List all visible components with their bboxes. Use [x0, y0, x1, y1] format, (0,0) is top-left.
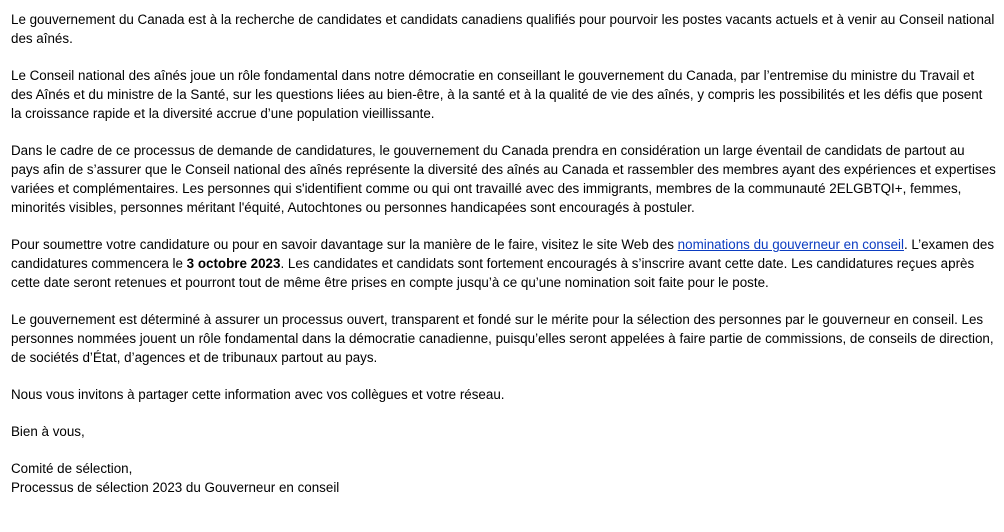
paragraph-diversity: Dans le cadre de ce processus de demande de candidatures, le gouvernement du Canada prendra en considération un large éventail de candidats de partout au pays afin de s’assurer que le Conseil national des aînés représente la diversité des aînés au Canada et rassembler des membres ayant des expériences et expertises variées et complémentaires. Les personnes qui s'identifient comme ou qui ont travaillé avec des immigrants, membres de la communauté 2ELGBTQI+, femmes, minorités visibles, personnes méritant l'équité, Autochtones ou personnes handicapées sont encouragés à postuler. — [11, 143, 996, 215]
closing-salutation: Bien à vous, — [11, 424, 85, 439]
paragraph-apply — [11, 235, 996, 292]
paragraph-council-role: Le Conseil national des aînés joue un rôle fondamental dans notre démocratie en conseillant le gouvernement du Canada, par l’entremise du ministre du Travail et des Aînés et du ministre de la Santé, sur les questions liées au bien-être, à la santé et à la qualité de vie des aînés, y compris les possibilités et les défis que posent la croissance rapide et la diversité accrue d’une population vieillissante. — [11, 68, 983, 121]
signature-process: Processus de sélection 2023 du Gouverneur en conseil — [11, 480, 340, 495]
review-start-date: 3 octobre 2023 — [186, 256, 281, 271]
apply-text-after-link: . L’examen des candidatures commencera le — [11, 237, 995, 271]
email-body — [11, 10, 996, 497]
paragraph-merit-process: Le gouvernement est déterminé à assurer un processus ouvert, transparent et fondé sur le mérite pour la sélection des personnes par le gouverneur en conseil. Les personnes nommées jouent un rôle fondamental dans la démocratie canadienne, puisqu’elles seront appelées à faire partie de commissions, de conseils de direction, de sociétés d’État, d’agences et de tribunaux partout au pays. — [11, 312, 994, 365]
paragraph-share: Nous vous invitons à partager cette information avec vos collègues et votre réseau. — [11, 387, 505, 402]
paragraph-intro: Le gouvernement du Canada est à la recherche de candidates et candidats canadiens qualifiés pour pourvoir les postes vacants actuels et à venir au Conseil national des aînés. — [11, 12, 995, 46]
signature-committee: Comité de sélection, — [11, 461, 133, 476]
gic-nominations-link[interactable]: nominations du gouverneur en conseil — [677, 237, 904, 252]
apply-text-before-link: Pour soumettre votre candidature ou pour en savoir davantage sur la manière de le faire, visitez le site Web des — [11, 237, 678, 252]
apply-text-after-date: . Les candidates et candidats sont fortement encouragés à s’inscrire avant cette date. Les candidatures reçues après cette date seront retenues et pourront tout de même être prises en compte jusqu’à ce qu’une nomination soit faite pour le poste. — [11, 256, 975, 290]
